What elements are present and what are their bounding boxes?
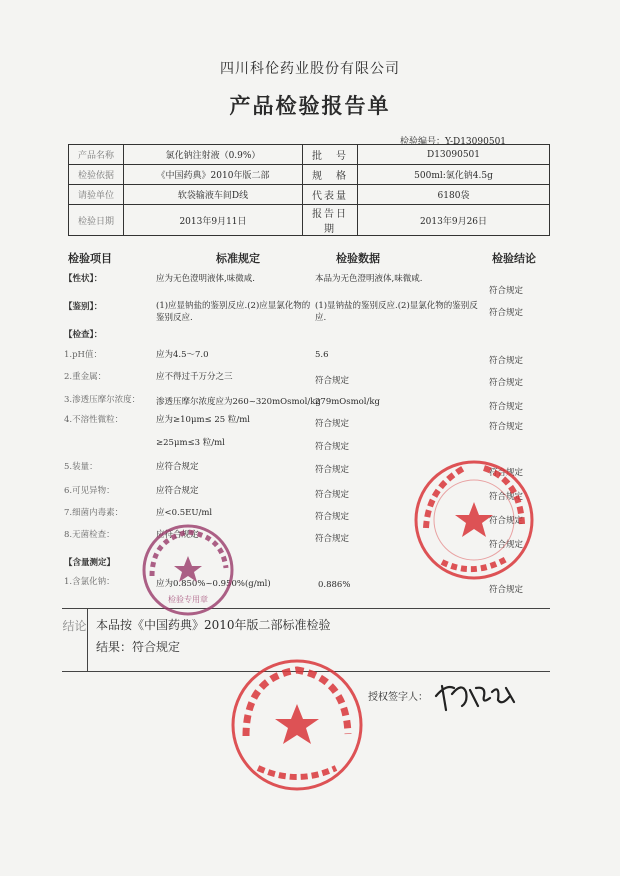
spec-label: 规 格 xyxy=(303,165,358,185)
qc-stamp-bottom xyxy=(228,656,366,794)
data-particles: 符合规定 xyxy=(315,419,350,429)
result-sterility: 符合规定 xyxy=(489,540,524,550)
report-date-label: 报告日期 xyxy=(303,205,358,236)
result-appearance: 符合规定 xyxy=(489,286,524,296)
product-name-label: 产品名称 xyxy=(69,145,124,165)
product-info-table xyxy=(68,144,550,236)
item-particles: 4.不溶性微粒： xyxy=(64,415,124,425)
standard-ph: 应为4.5～7.0 xyxy=(156,350,209,360)
standard-identification: (1)应显钠盐的鉴别反应.(2)应显氯化物的鉴别反应. xyxy=(156,301,311,323)
data-visible-particles: 符合规定 xyxy=(315,490,350,500)
data-sterility: 符合规定 xyxy=(315,534,350,544)
standard-endotoxins: 应<0.5EU/ml xyxy=(156,508,213,518)
data-sodium-chloride: 0.886% xyxy=(318,580,351,590)
report-title: 产品检验报告单 xyxy=(229,93,391,118)
result-fill-volume: 符合规定 xyxy=(489,468,524,478)
qc-stamp-right xyxy=(412,458,536,582)
item-sterility: 8.无菌检查： xyxy=(64,530,115,540)
item-fill-volume: 5.装量： xyxy=(64,462,98,472)
inspection-stamp-text: 检验专用章 xyxy=(168,595,208,604)
result-identification: 符合规定 xyxy=(489,308,524,318)
item-assay: 【含量测定】 xyxy=(64,558,116,568)
company-name: 四川科伦药业股份有限公司 xyxy=(220,61,400,77)
unit-label: 请验单位 xyxy=(69,185,124,205)
item-ph: 1.pH值： xyxy=(64,350,102,360)
batch-label: 批 号 xyxy=(303,145,358,165)
result-osmolality: 符合规定 xyxy=(489,402,524,412)
column-header-data: 检验数据 xyxy=(336,252,380,265)
specification: 500ml:氯化钠4.5g xyxy=(358,165,550,185)
item-heavy-metals: 2.重金属： xyxy=(64,372,107,382)
data-particles-25: 符合规定 xyxy=(315,442,350,452)
date-label: 检验日期 xyxy=(69,205,124,236)
document-number: 检验编号：Y-D13090501 xyxy=(400,137,507,147)
conclusion-label: 结论 xyxy=(62,609,88,671)
column-header-standard: 标准规定 xyxy=(216,252,260,265)
data-heavy-metals: 符合规定 xyxy=(315,376,350,386)
result-heavy-metals: 符合规定 xyxy=(489,378,524,388)
column-header-item: 检验项目 xyxy=(68,252,112,265)
item-identification: 【鉴别】： xyxy=(64,302,103,312)
result-visible-particles: 符合规定 xyxy=(489,492,524,502)
data-ph: 5.6 xyxy=(315,350,329,360)
product-name: 氯化钠注射液（0.9%） xyxy=(124,145,303,165)
standard-sodium-chloride: 应为0.850%~0.950%(g/ml) xyxy=(156,579,271,589)
requesting-unit: 软袋输液车间D线 xyxy=(124,185,303,205)
standard-appearance: 应为无色澄明液体,味微咸. xyxy=(156,274,255,284)
item-tests: 【检查】： xyxy=(64,330,103,340)
result-particles: 符合规定 xyxy=(489,422,524,432)
data-endotoxins: 符合规定 xyxy=(315,512,350,522)
item-endotoxins: 7.细菌内毒素： xyxy=(64,508,124,518)
standard-sterility: 应符合规定 xyxy=(156,530,199,540)
item-sodium-chloride: 1.含氯化钠： xyxy=(64,577,115,587)
standard-heavy-metals: 应不得过千万分之三 xyxy=(156,372,233,382)
data-fill-volume: 符合规定 xyxy=(315,465,350,475)
inspection-basis: 《中国药典》2010年版二部 xyxy=(124,165,303,185)
inspection-date: 2013年9月11日 xyxy=(124,205,303,236)
conclusion-text: 本品按《中国药典》2010年版二部标准检验 xyxy=(96,618,331,632)
result-sodium-chloride: 符合规定 xyxy=(489,585,524,595)
standard-visible-particles: 应符合规定 xyxy=(156,486,199,496)
data-identification: (1)显钠盐的鉴别反应.(2)显氯化物的鉴别反应. xyxy=(315,301,478,323)
standard-particles-25: ≥25μm≤3 粒/ml xyxy=(156,438,225,448)
quantity: 6180袋 xyxy=(358,185,550,205)
column-header-result: 检验结论 xyxy=(492,252,536,265)
result-ph: 符合规定 xyxy=(489,356,524,366)
batch-number: D13090501 xyxy=(358,145,550,165)
result-endotoxins: 符合规定 xyxy=(489,516,524,526)
data-osmolality: 279mOsmol/kg xyxy=(315,397,380,407)
inspection-stamp-left xyxy=(140,522,236,618)
item-osmolality: 3.渗透压摩尔浓度： xyxy=(64,395,141,405)
signature-image xyxy=(432,676,522,716)
standard-particles: 应为≥10μm≤ 25 粒/ml xyxy=(156,415,251,425)
basis-label: 检验依据 xyxy=(69,165,124,185)
report-date: 2013年9月26日 xyxy=(358,205,550,236)
conclusion-result: 结果：符合规定 xyxy=(96,640,181,654)
signatory-label: 授权签字人： xyxy=(368,692,428,703)
quantity-label: 代表量 xyxy=(303,185,358,205)
standard-osmolality: 渗透压摩尔浓度应为260~320mOsmol/kg xyxy=(156,397,321,407)
data-appearance: 本品为无色澄明液体,味微咸. xyxy=(315,274,423,284)
standard-fill-volume: 应符合规定 xyxy=(156,462,199,472)
item-appearance: 【性状】： xyxy=(64,274,103,284)
item-visible-particles: 6.可见异物： xyxy=(64,486,115,496)
